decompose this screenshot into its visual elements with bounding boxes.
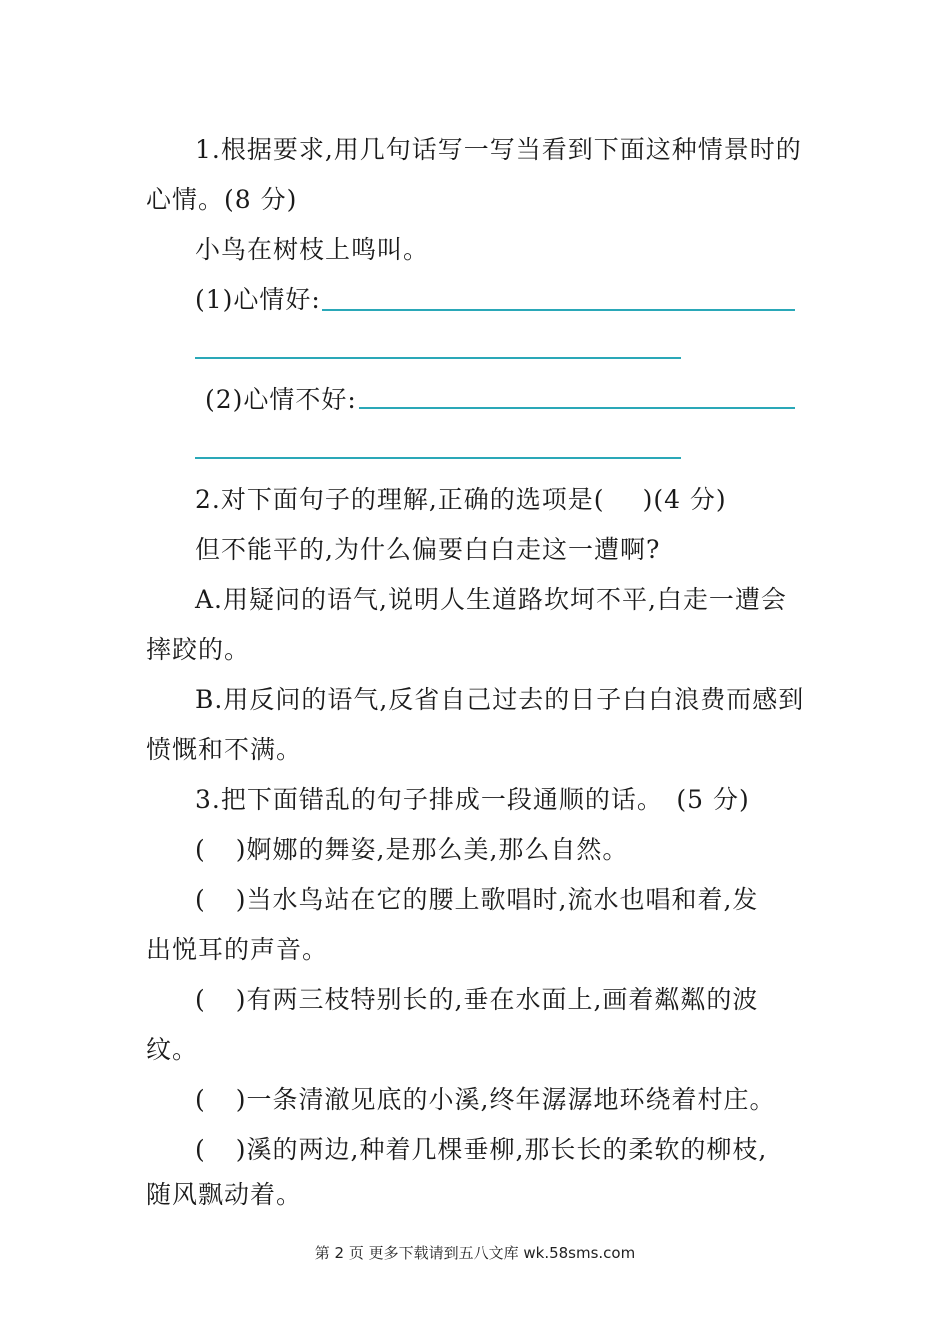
q3-sentence-2-line2: 出悦耳的声音。 — [146, 935, 329, 964]
q2-sentence: 但不能平的,为什么偏要白白走这一遭啊? — [195, 535, 661, 564]
q3-sentence-2-text: )当水鸟站在它的腰上歌唱时,流水也唱和着,发 — [235, 885, 759, 914]
q3-sentence-1: ( )婀娜的舞姿,是那么美,那么自然。 — [195, 835, 629, 864]
q1-item1-answer-line-2[interactable] — [195, 357, 681, 359]
q1-item1-label: (1)心情好: — [195, 285, 321, 314]
q3-sentence-3-text: )有两三枝特别长的,垂在水面上,画着粼粼的波 — [235, 985, 759, 1014]
q3-sentence-5-text: )溪的两边,种着几棵垂柳,那长长的柔软的柳枝, — [235, 1135, 768, 1164]
q3-sentence-1-text: )婀娜的舞姿,是那么美,那么自然。 — [235, 835, 629, 864]
q3-sentence-3: ( )有两三枝特别长的,垂在水面上,画着粼粼的波 — [195, 985, 759, 1014]
q1-item2-label: (2)心情不好: — [205, 385, 357, 414]
q2-option-a-line2: 摔跤的。 — [146, 635, 251, 664]
q3-sentence-2: ( )当水鸟站在它的腰上歌唱时,流水也唱和着,发 — [195, 885, 759, 914]
q2-option-a-line1: A.用疑问的语气,说明人生道路坎坷不平,白走一遭会 — [195, 585, 787, 614]
q1-scene: 小鸟在树枝上鸣叫。 — [195, 235, 430, 264]
q3-sentence-3-line2: 纹。 — [146, 1035, 199, 1064]
q2-option-b-line2: 愤慨和不满。 — [146, 735, 303, 764]
q2-title — [195, 485, 727, 515]
q2-option-b-line1: B.用反问的语气,反省自己过去的日子白白浪费而感到 — [195, 685, 805, 714]
page-footer: 第 2 页 更多下载请到五八文库 wk.58sms.com — [314, 1244, 636, 1262]
q1-item2-answer-line-2[interactable] — [195, 457, 681, 459]
q2-title-pre: 2.对下面句子的理解,正确的选项是( — [195, 485, 605, 514]
q3-sentence-5: ( )溪的两边,种着几棵垂柳,那长长的柔软的柳枝, — [195, 1135, 768, 1164]
q2-title-post: )(4 分) — [642, 485, 727, 514]
q1-item1-answer-line[interactable] — [322, 309, 795, 311]
q3-sentence-4-text: )一条清澈见底的小溪,终年潺潺地环绕着村庄。 — [235, 1085, 776, 1114]
q3-title: 3.把下面错乱的句子排成一段通顺的话。 (5 分) — [195, 785, 750, 814]
q1-title-line1: 1.根据要求,用几句话写一写当看到下面这种情景时的 — [195, 135, 802, 164]
q1-item2-answer-line[interactable] — [359, 407, 795, 409]
q1-title-line2: 心情。(8 分) — [146, 185, 298, 214]
q3-sentence-5-line2: 随风飘动着。 — [146, 1180, 303, 1209]
q3-sentence-4: ( )一条清澈见底的小溪,终年潺潺地环绕着村庄。 — [195, 1085, 776, 1114]
